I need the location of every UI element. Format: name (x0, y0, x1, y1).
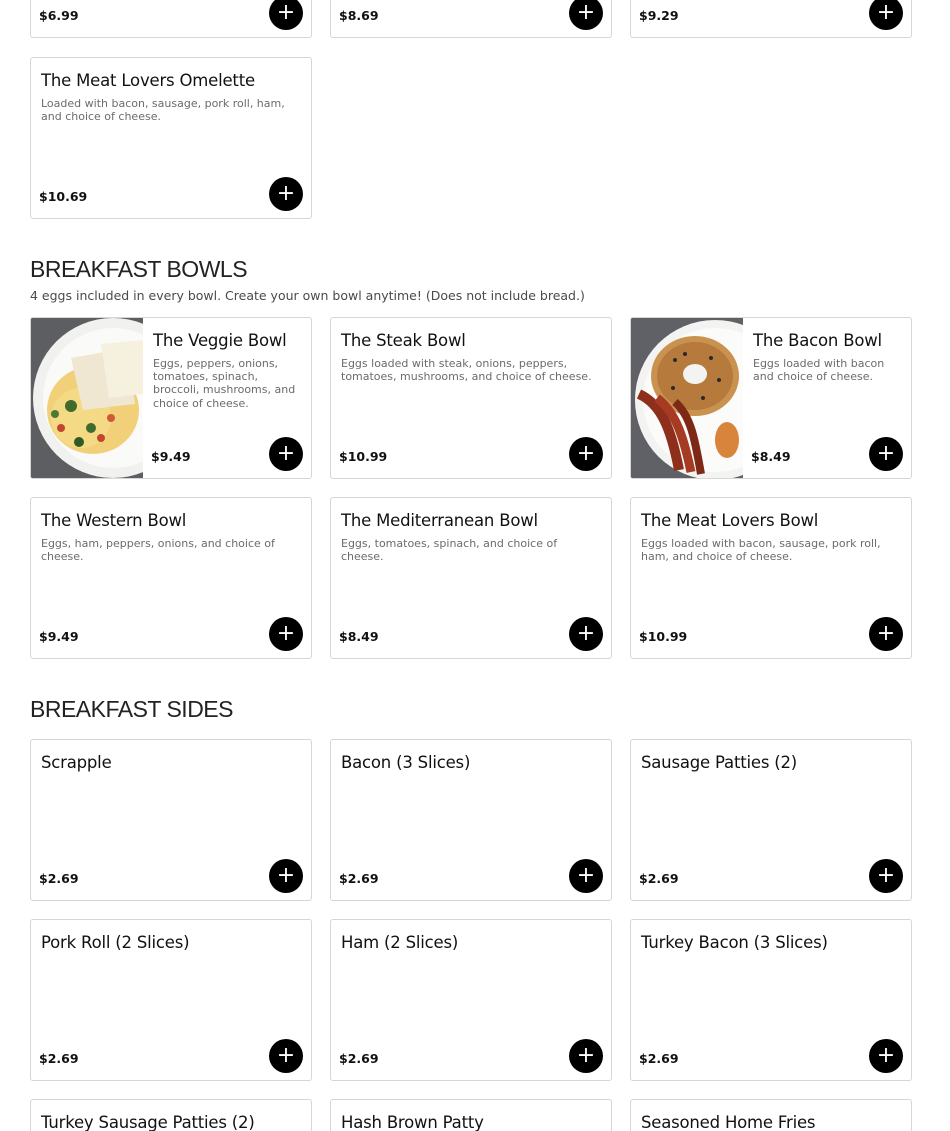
menu-item-card[interactable] (630, 1099, 912, 1131)
item-price: $10.99 (639, 629, 688, 644)
item-name: The Veggie Bowl (153, 331, 287, 350)
item-description: Eggs, tomatoes, spinach, and choice of cheese. (341, 537, 558, 564)
add-to-cart-button[interactable]: + (269, 0, 303, 30)
menu-item-card[interactable] (30, 497, 312, 659)
section-description: 4 eggs included in every bowl. Create your own bowl anytime! (Does not include bread.) (30, 288, 585, 303)
item-description: Eggs loaded with bacon, sausage, pork roll, ham, and choice of cheese. (641, 537, 881, 564)
section-title: BREAKFAST BOWLS (30, 256, 248, 282)
item-price: $9.49 (151, 449, 191, 464)
item-description: Eggs, peppers, onions, tomatoes, spinach, broccoli, mushrooms, and choice of cheese. (153, 357, 296, 410)
menu-item-card[interactable] (330, 0, 612, 38)
item-price: $8.49 (751, 449, 791, 464)
menu-item-card[interactable] (630, 317, 912, 479)
item-name: The Mediterranean Bowl (341, 511, 538, 530)
menu-item-card[interactable] (330, 317, 612, 479)
menu-item-card[interactable] (330, 497, 612, 659)
item-name: Scrapple (41, 753, 112, 772)
menu-item-card[interactable] (30, 317, 312, 479)
add-to-cart-button[interactable]: + (569, 437, 603, 471)
item-price: $8.69 (339, 8, 379, 23)
menu-item-card[interactable] (330, 919, 612, 1081)
item-name: Bacon (3 Slices) (341, 753, 471, 772)
add-to-cart-button[interactable]: + (869, 617, 903, 651)
item-price: $2.69 (639, 871, 679, 886)
add-to-cart-button[interactable]: + (569, 617, 603, 651)
item-name: The Steak Bowl (341, 331, 466, 350)
menu-item-card[interactable] (30, 57, 312, 219)
add-to-cart-button[interactable]: + (869, 859, 903, 893)
add-to-cart-button[interactable]: + (869, 1039, 903, 1073)
menu-item-card[interactable] (630, 919, 912, 1081)
item-name: Pork Roll (2 Slices) (41, 933, 190, 952)
menu-item-card[interactable] (630, 0, 912, 38)
add-to-cart-button[interactable]: + (269, 1039, 303, 1073)
item-description: Loaded with bacon, sausage, pork roll, ham, and choice of cheese. (41, 97, 285, 124)
item-price: $2.69 (39, 871, 79, 886)
add-to-cart-button[interactable]: + (569, 859, 603, 893)
item-price: $2.69 (339, 871, 379, 886)
add-to-cart-button[interactable]: + (269, 617, 303, 651)
item-name: Turkey Sausage Patties (2) (41, 1113, 255, 1131)
menu-item-card[interactable] (30, 0, 312, 38)
add-to-cart-button[interactable]: + (269, 177, 303, 211)
menu-item-card[interactable] (330, 739, 612, 901)
add-to-cart-button[interactable]: + (269, 437, 303, 471)
add-to-cart-button[interactable]: + (869, 437, 903, 471)
add-to-cart-button[interactable]: + (869, 0, 903, 30)
veggie-bowl-image (31, 318, 143, 478)
item-price: $2.69 (339, 1051, 379, 1066)
menu-item-card[interactable] (30, 919, 312, 1081)
item-name: Sausage Patties (2) (641, 753, 798, 772)
add-to-cart-button[interactable]: + (569, 0, 603, 30)
item-name: The Meat Lovers Omelette (41, 71, 255, 90)
item-name: The Bacon Bowl (753, 331, 882, 350)
item-price: $2.69 (639, 1051, 679, 1066)
item-price: $9.49 (39, 629, 79, 644)
item-description: Eggs loaded with steak, onions, peppers, tomatoes, mushrooms, and choice of cheese. (341, 357, 592, 384)
add-to-cart-button[interactable]: + (269, 859, 303, 893)
item-name: Hash Brown Patty (341, 1113, 484, 1131)
menu-item-card[interactable] (330, 1099, 612, 1131)
item-price: $10.99 (339, 449, 388, 464)
item-name: Turkey Bacon (3 Slices) (641, 933, 828, 952)
menu-item-card[interactable] (30, 739, 312, 901)
item-price: $6.99 (39, 8, 79, 23)
menu-item-card[interactable] (30, 1099, 312, 1131)
item-price: $10.69 (39, 189, 88, 204)
item-description: Eggs, ham, peppers, onions, and choice of cheese. (41, 537, 275, 564)
item-name: The Western Bowl (41, 511, 187, 530)
item-price: $9.29 (639, 8, 679, 23)
item-price: $2.69 (39, 1051, 79, 1066)
menu-item-card[interactable] (630, 497, 912, 659)
item-name: Ham (2 Slices) (341, 933, 459, 952)
menu-item-card[interactable] (630, 739, 912, 901)
add-to-cart-button[interactable]: + (569, 1039, 603, 1073)
item-description: Eggs loaded with bacon and choice of cheese. (753, 357, 885, 384)
item-price: $8.49 (339, 629, 379, 644)
item-name: Seasoned Home Fries (641, 1113, 816, 1131)
bacon-bowl-image (631, 318, 743, 478)
section-title: BREAKFAST SIDES (30, 696, 233, 722)
item-name: The Meat Lovers Bowl (641, 511, 819, 530)
